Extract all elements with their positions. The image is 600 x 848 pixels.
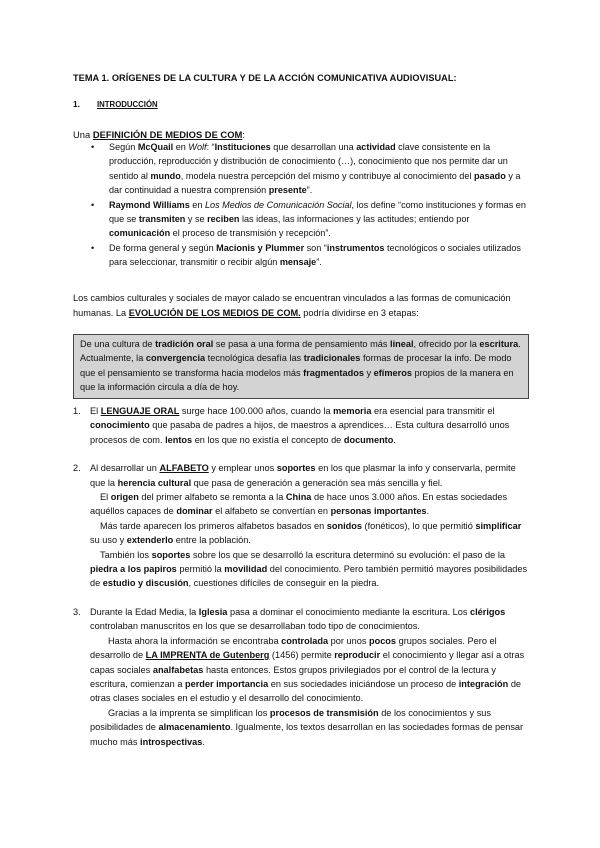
- definition-intro: [73, 129, 245, 140]
- section-heading: [73, 99, 158, 109]
- intro-suffix: :: [242, 129, 245, 140]
- section-label: INTRODUCCIÓN: [97, 100, 158, 109]
- summary-box: De una cultura de tradición oral se pasa a una forma de pensamiento más lineal, ofrecido por la escritura. Actualmente, la convergencia tecnológica desafía las tradicionales formas de procesar la info. De modo que el pensamiento se transforma hacia modelos más fragmentados y efímeros propios de la manera en que la información circula a día de hoy.: [73, 334, 529, 399]
- section-number: 1.: [73, 99, 80, 109]
- stage-alphabet: 2. Al desarrollar un ALFABETO y emplear unos soportes en los que plasmar la info y conservarla, permite que la herencia cultural que pasa de generación a generación sea más sencilla y fiel. El origen del primer alfabeto se remonta a la China de hace unos 3.000 años. En estas sociedades aquéllos capaces de dominar el alfabeto se convertían en personas importantes. Más tarde aparecen los primeros alfabetos basados en sonidos (fonéticos), lo que permitió simplificar su uso y extenderlo entre la población. También los soportes sobre los que se desarrolló la escritura determinó su evolución: el paso de la piedra a los papiros permitió la movilidad del conocimiento. Pero también permitió mayores posibilidades de estudio y discusión, cuestiones difíciles de conseguir en la piedra.: [73, 463, 528, 589]
- list-item: • Según McQuail en Wolf: “Instituciones que desarrollan una actividad clave consistente en la producción, reproducción y distribución de conocimiento (…), conocimiento que nos permite dar un sentido al mundo, modela nuestra percepción del mismo y contribuye al conocimiento del pasado y a dar continuidad a nuestra comprensión presente”.: [91, 142, 521, 196]
- intro-prefix: Una: [73, 129, 93, 140]
- bullet-icon: •: [91, 199, 95, 210]
- list-item: • Raymond Williams en Los Medios de Comunicación Social, los define “como instituciones y formas en que se transmiten y se reciben las ideas, las informaciones y las actitudes; entiendo por comunicación el proceso de transmisión y recepción”.: [91, 199, 526, 239]
- stage-printing: 3. Durante la Edad Media, la Iglesia pasa a dominar el conocimiento mediante la escritura. Los clérigos controlaban manuscritos en los que se desarrollaban todo tipo de conocimientos. Hasta ahora la información se encontraba controlada por unos pocos grupos sociales. Pero el desarrollo de LA IMPRENTA de Gutenberg (1456) permite reproducir el conocimiento y llegar así a otras capas sociales analfabetas hasta entonces. Estos grupos privilegiados por el control de la lectura y escritura, comienzan a perder importancia en sus sociedades iniciándose un proceso de integración de otras clases sociales en el estudio y el desarrollo del conocimiento. Gracias a la imprenta se simplifican los procesos de transmisión de los conocimientos y sus posibilidades de almacenamiento. Igualmente, los textos desarrollan en las sociedades formas de pensar mucho más introspectivas.: [73, 606, 525, 747]
- bullet-icon: •: [91, 242, 95, 253]
- evolution-intro: Los cambios culturales y sociales de mayor calado se encuentran vinculados a las formas de comunicación humanas. La EVOLUCIÓN DE LOS MEDIOS DE COM. podría dividirse en 3 etapas:: [73, 293, 511, 318]
- evolution-stages: [73, 404, 529, 749]
- stage-oral: 1. El LENGUAJE ORAL surge hace 100.000 años, cuando la memoria era esencial para transmitir el conocimiento que pasaba de padres a hijos, de maestros a aprendices… Esta cultura desarrolló unos procesos de com. lentos en los que no existía el concepto de documento.: [73, 406, 510, 445]
- definition-list: [91, 140, 531, 270]
- page-title: TEMA 1. ORÍGENES DE LA CULTURA Y DE LA ACCIÓN COMUNICATIVA AUDIOVISUAL:: [73, 73, 457, 83]
- evolution-term: EVOLUCIÓN DE LOS MEDIOS DE COM.: [128, 307, 301, 318]
- list-item: • De forma general y según Macionis y Plummer son “instrumentos tecnológicos o sociales utilizados para seleccionar, transmitir o recibir algún mensaje”.: [91, 242, 521, 268]
- bullet-icon: •: [91, 142, 95, 152]
- intro-term: DEFINICIÓN DE MEDIOS DE COM: [92, 129, 243, 140]
